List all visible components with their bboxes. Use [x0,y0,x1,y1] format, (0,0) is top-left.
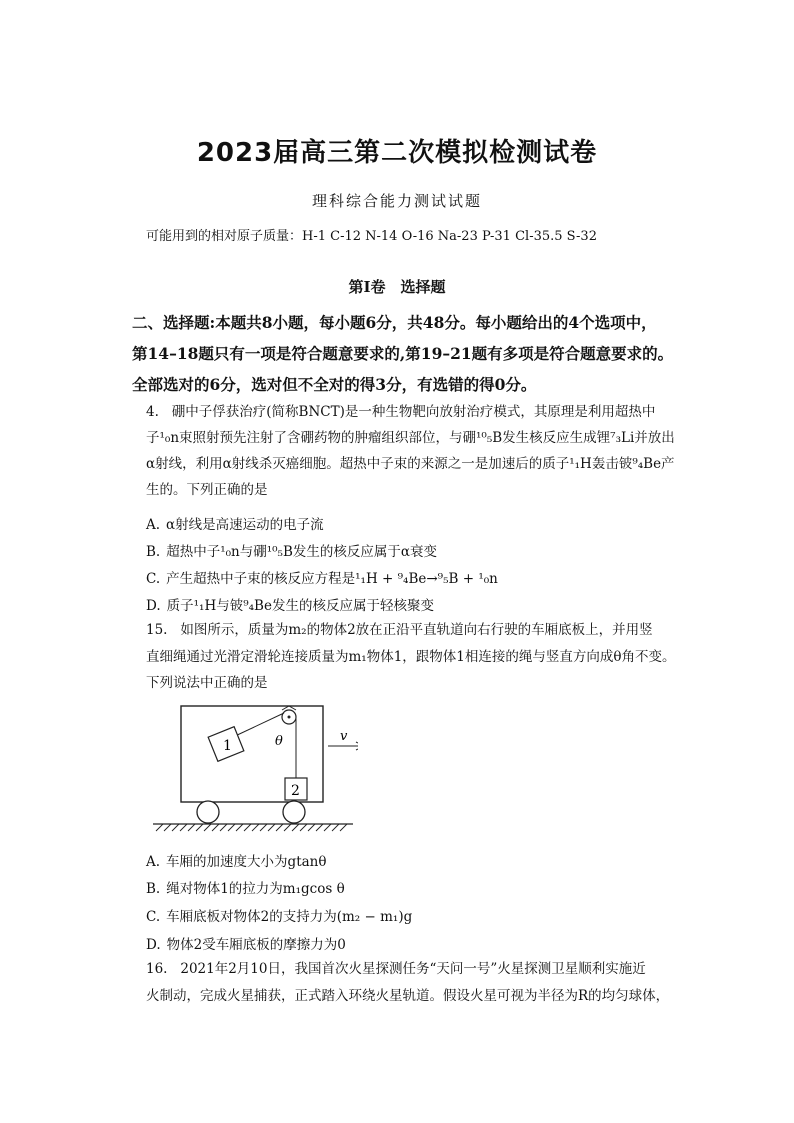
cart-pulley-figure [148,700,358,840]
pulley-axle [288,716,291,719]
q16-text-1: 2021年2月10日，我国首次火星探测任务“天问一号”火星探测卫星顺利实施近 [180,961,646,977]
q4-option-b[interactable] [146,540,437,560]
option-text: 超热中子¹₀n与硼¹⁰₅B发生的核反应属于α衰变 [166,544,438,560]
option-letter: C. [146,909,161,925]
q16-line-1 [146,963,646,977]
q4-option-d[interactable] [146,594,434,614]
q15-option-b[interactable] [146,877,345,897]
instructions-line-3: 全部选对的6分，选对但不全对的得3分，有选错的得0分。 [132,375,537,394]
option-letter: A. [146,854,161,870]
q4-line-1 [146,406,655,420]
instructions-line-1: 二、选择题:本题共8小题，每小题6分，共48分。每小题给出的4个选项中， [132,313,657,332]
q16-number: 16. [146,961,168,977]
block-1-label: 1 [223,738,232,754]
q15-line-1 [146,624,653,638]
option-letter: B. [146,544,161,560]
wheel-right [283,801,305,823]
q16-line-2: 火制动，完成火星捕获，正式踏入环绕火星轨道。假设火星可视为半径为R的均匀球体， [146,988,670,1004]
atomic-masses: 可能用到的相对原子质量：H-1 C-12 N-14 O-16 Na-23 P-31 Cl-35.5 S-32 [146,229,597,244]
velocity-label: v [340,729,348,744]
q4-text-1: 硼中子俘获治疗(简称BNCT)是一种生物靶向放射治疗模式，其原理是利用超热中 [171,404,656,420]
option-letter: B. [146,881,161,897]
option-text: α射线是高速运动的电子流 [166,517,324,533]
q15-line-3: 下列说法中正确的是 [146,675,268,691]
q4-option-c[interactable] [146,567,498,587]
instructions-line-2: 第14–18题只有一项是符合题意要求的,第19–21题有多项是符合题意要求的。 [132,344,674,363]
q15-option-d[interactable] [146,933,346,953]
option-text: 车厢底板对物体2的支持力为(m₂ − m₁)g [166,909,413,925]
option-letter: C. [146,571,161,587]
page-title: 2023届高三第二次模拟检测试卷 [196,138,598,168]
q15-text-1: 如图所示，质量为m₂的物体2放在正沿平直轨道向右行驶的车厢底板上，并用竖 [180,622,653,638]
q4-number: 4. [146,404,159,420]
block-2-label: 2 [291,783,300,799]
q4-line-2: 子¹₀n束照射预先注射了含硼药物的肿瘤组织部位，与硼¹⁰₅B发生核反应生成锂⁷₃Li并放出 [146,430,675,446]
q15-option-a[interactable] [146,850,326,870]
q15-option-c[interactable] [146,905,412,925]
q15-line-2: 直细绳通过光滑定滑轮连接质量为m₁物体1，跟物体1相连接的绳与竖直方向成θ角不变。 [146,649,676,665]
q4-line-3: α射线，利用α射线杀灭癌细胞。超热中子束的来源之一是加速后的质子¹₁H轰击铍⁹₄Be产 [146,456,675,472]
option-letter: D. [146,937,161,953]
subtitle: 理科综合能力测试试题 [311,192,482,210]
option-text: 产生超热中子束的核反应方程是¹₁H + ⁹₄Be→⁹₅B + ¹₀n [166,571,498,587]
option-text: 质子¹₁H与铍⁹₄Be发生的核反应属于轻核聚变 [166,598,434,614]
option-text: 绳对物体1的拉力为m₁gcos θ [166,881,345,897]
option-letter: D. [146,598,161,614]
q15-number: 15. [146,622,168,638]
ground-hatching [156,824,347,831]
q4-line-4: 生的。下列正确的是 [146,482,268,498]
section-title: 第I卷 选择题 [348,278,446,296]
q4-option-a[interactable] [146,513,324,533]
option-letter: A. [146,517,161,533]
option-text: 物体2受车厢底板的摩擦力为0 [166,937,346,953]
wheel-left [197,801,219,823]
theta-label: θ [275,734,283,749]
option-text: 车厢的加速度大小为gtanθ [166,854,327,870]
